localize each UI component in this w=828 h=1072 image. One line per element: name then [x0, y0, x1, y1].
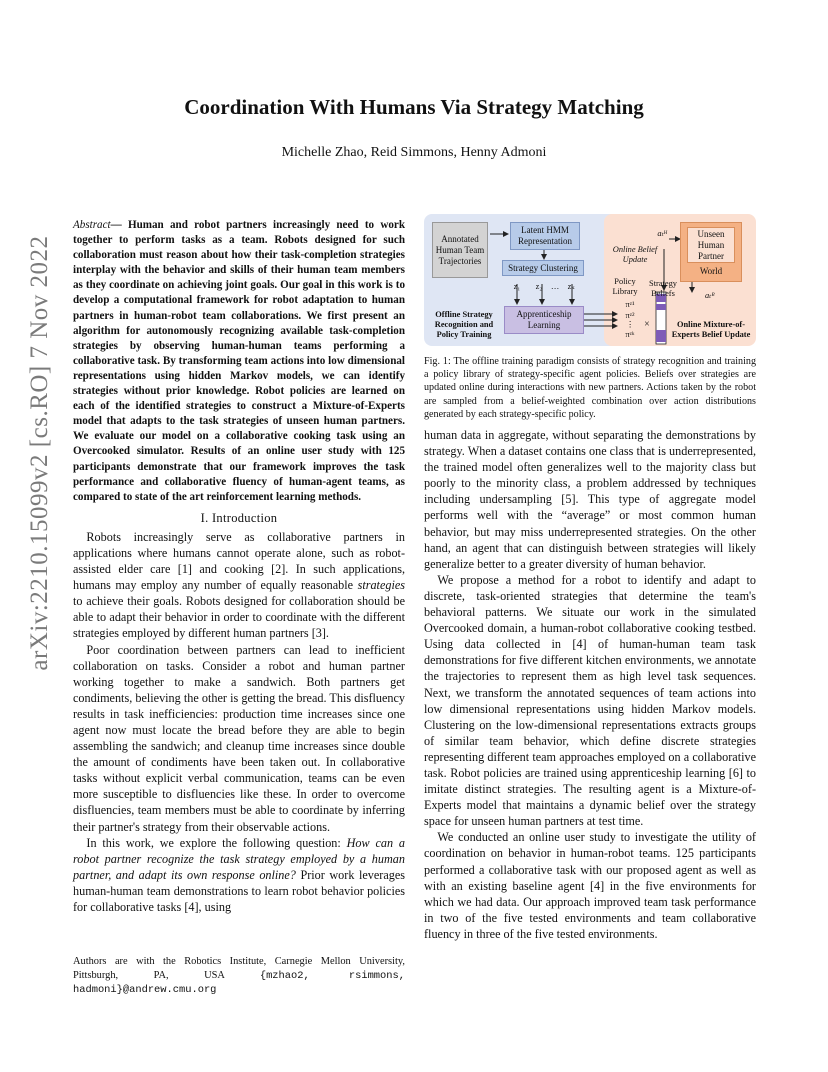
intro-p1-emphasis: strategies [357, 578, 405, 593]
policy-pi-k: πᶻᵏ [625, 330, 635, 339]
world-label: World [699, 265, 723, 276]
policy-pi-1: πᶻ¹ [625, 300, 635, 309]
z2-label: z₂ [535, 282, 543, 291]
left-column [73, 218, 405, 915]
robot-action-label: aₜᴿ [705, 291, 715, 300]
intro-p1-end: to achieve their goals. Robots designed for collaboration should be able to adapt their behavior in order to coordinate with the different strategies employed by different human partners [3]. [73, 594, 405, 641]
author-footnote [73, 955, 405, 997]
intro-paragraph-3 [73, 835, 405, 915]
footnote-text: Authors are with the Robotics Institute, Carnegie Mellon University, Pittsburgh, PA, USA [73, 956, 405, 981]
right-paragraph-1: human data in aggregate, without separating the demonstrations by strategy. When a dataset contains one class that is underrepresented, the trained model often generalizes well to the majority class but poorly to the minority class, a problem addressed by techniques including undersampling [5]. This type of aggregate model performs well with the “average” or most common human behavior, but may miss underrepresented strategies. On the other hand, an agent that can distinguish between strategies will likely generalize better to a greater diversity of human behavior. [424, 428, 756, 571]
intro-paragraph-2: Poor coordination between partners can lead to inefficient collaboration on tasks. Consider a robot and human partner working together to make a sandwich. Both partners get condiments, believing the other is getting the bread. This disfluency results in task inefficiencies: production time increases since one agent now must locate the bread before they are able to begin assembling the sandwich; and cleanup time increases since double the amount of condiments have been taken out. In collaborative tasks without explicit verbal communication, teams can be even more susceptible to disfluencies like these. In order to overcome disfluencies, team members must be able to coordinate by inferring their partner's strategy from their observable actions. [73, 642, 405, 834]
figure-1 [424, 214, 756, 346]
policy-library-label: Policy Library [612, 277, 638, 296]
paper-authors: Michelle Zhao, Reid Simmons, Henny Admoni [281, 145, 547, 160]
world-box [680, 222, 742, 282]
intro-p3-start: In this work, we explore the following question: [86, 835, 347, 850]
apprenticeship-learning-box: Apprenticeship Learning [504, 306, 584, 334]
online-stage-label: Online Mixture-of-Experts Belief Update [671, 320, 751, 339]
intro-p3-question: How can a robot partner recognize the task strategy employed by a human partner, and adapt its own response online? [73, 835, 405, 882]
intro-p3-end: Prior work leverages human-human team demonstrations to learn robot behavior policies for collaborative tasks [4], using [73, 867, 405, 915]
policy-pi-2: πᶻ² [625, 311, 635, 320]
hmm-representation-box: Latent HMM Representation [510, 222, 580, 250]
arxiv-id-text: arXiv:2210.15099v2 [cs.RO] 7 Nov 2022 [26, 235, 53, 671]
multiply-symbol: × [644, 318, 650, 330]
offline-stage-label: Offline Strategy Recognition and Policy Training [434, 310, 494, 339]
intro-paragraph-1 [73, 529, 405, 642]
zk-label: zₖ [567, 282, 575, 291]
human-action-label: aₜᴴ [657, 229, 667, 238]
section-heading: I. Introduction [200, 510, 278, 525]
right-paragraph-2: We propose a method for a robot to identify and adapt to discrete, task-oriented strategies that determine the team's behavioral patterns. We situate our work in the simulated Overcooked domain, a human-robot collaborative cooking testbed. Using data collected in [4] of human-human team task demonstrations for five different kitchen environments, we annotate the trajectories to represent them as high level task sequences. Next, we transform the annotated sequences of team actions into low dimensional representations using hidden Markov models. Clustering on the low-dimensional representations extracts groups of similar team behavior, which define discrete strategies representing different team approaches employed on a collaborative task. Robot policies are trained using apprenticeship learning [6] to imitate distinct strategies. The resulting agent is a Mixture-of-Experts model that maintains a dynamic belief over the strategy space for unseen human partners at test time. [424, 572, 756, 829]
abstract-text: — Human and robot partners increasingly need to work together to perform tasks as a team. Robots designed for such collaboration must reason about how their task-completion strategies interplay with the behavior and skills of their human team members as they coordinate on achieving joint goals. Our goal in this work is to develop a computational framework for robot adaptation to human partners in human-robot team collaborations. We first present an algorithm for autonomously recognizing available task-completion strategies by observing human-human teams performing a collaborative task. By transforming team actions into low dimensional representations using hidden Markov models, we can identify strategies without prior knowledge. Robot policies are learned on each of the identified strategies to construct a Mixture-of-Experts model that adapts to the task strategies of unseen human partners. We evaluate our model on a collaborative cooking task using an Overcooked simulator. Results of an online user study with 125 participants demonstrate that our framework improves the task performance and collaborative fluency of human-agent teams, as compared to state of the art reinforcement learning methods. [73, 219, 405, 503]
right-column [424, 427, 756, 942]
z1-label: z₁ [513, 282, 521, 291]
z-dots-label: … [550, 282, 560, 291]
policy-pi-dots: ⋮ [625, 320, 635, 329]
annotated-trajectories-box: Annotated Human Team Trajectories [432, 222, 488, 278]
strategy-beliefs-label: Strategy Beliefs [649, 279, 677, 298]
strategy-clustering-box: Strategy Clustering [502, 260, 584, 276]
unseen-partner-box: Unseen Human Partner [687, 227, 735, 263]
paper-title: Coordination With Humans Via Strategy Matching [184, 95, 644, 119]
intro-p1-text: Robots increasingly serve as collaborative partners in applications where humans cannot operate alone, such as robot-assisted elder care [1] and cooking [2]. In such applications, humans may employ any number of equally reasonable [73, 529, 405, 593]
online-belief-update-label: Online Belief Update [612, 245, 658, 264]
abstract-label: Abstract [73, 219, 111, 231]
abstract [73, 218, 405, 505]
right-paragraph-3: We conducted an online user study to investigate the utility of coordination on behavior in human-robot teams. 125 participants performed a collaborative task with our proposed agent as well as with an existing baseline agent [4] in the five environments for which we had data. Our approach improved team task performance in two of the five tested environments and team collaborative fluency in three of the five tested environments. [424, 830, 756, 941]
footnote-email: {mzhao2, rsimmons, hadmoni}@andrew.cmu.org [73, 970, 405, 996]
figure-caption: Fig. 1: The offline training paradigm consists of strategy recognition and training a policy library of strategy-specific agent policies. Beliefs over strategies are updated online during interactions with new partners. Actions taken by the robot are sampled from a belief-weighted combination over action distributions generated by each strategy-specific policy. [424, 356, 756, 420]
